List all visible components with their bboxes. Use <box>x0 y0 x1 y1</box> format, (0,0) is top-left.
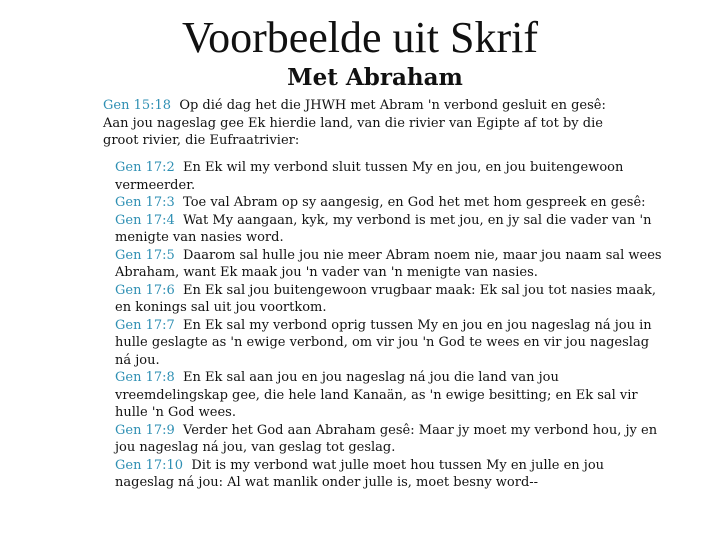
verse <box>115 194 665 212</box>
verse <box>115 457 665 492</box>
verse-text: En Ek wil my verbond sluit tussen My en jou, en jou buitengewoon vermeerder. <box>115 160 624 193</box>
verse-reference: Gen 17:8 <box>115 370 175 385</box>
verse <box>115 247 665 282</box>
verse-text: Verder het God aan Abraham gesê: Maar jy moet my verbond hou, jy en jou nageslag ná jou, van geslag tot geslag. <box>115 422 658 455</box>
verse-reference: Gen 17:4 <box>115 212 175 228</box>
verse-reference: Gen 17:3 <box>115 195 175 210</box>
verse-text: Wat My aangaan, kyk, my verbond is met jou, en jy sal die vader van 'n menigte van nasies word. <box>115 212 652 245</box>
slide-title: Voorbeelde uit Skrif <box>181 13 539 62</box>
verse <box>115 369 665 422</box>
verse-reference: Gen 17:2 <box>115 160 175 175</box>
verse-text: En Ek sal my verbond oprig tussen My en jou en jou nageslag ná jou in hulle geslagte as 'n ewige verbond, om vir jou 'n God te wees en vir jou nageslag ná jou. <box>115 317 652 368</box>
verse-reference: Gen 17:7 <box>115 317 175 333</box>
verse-text: Daarom sal hulle jou nie meer Abram noem nie, maar jou naam sal wees Abraham, want Ek maak jou 'n vader van 'n menigte van nasies. <box>115 247 662 280</box>
verse-text: En Ek sal aan jou en jou nageslag ná jou die land van jou vreemdelingskap gee, die hele land Kanaän, as 'n ewige besitting; en Ek sal vir hulle 'n God wees. <box>115 370 638 420</box>
verse <box>115 212 665 247</box>
verse-text: Toe val Abram op sy aangesig, en God het met hom gespreek en gesê: <box>183 195 646 210</box>
verse-reference: Gen 17:5 <box>115 247 175 263</box>
verse <box>115 422 665 457</box>
verse-reference: Gen 17:10 <box>115 457 184 473</box>
verse <box>115 282 665 317</box>
verse-reference: Gen 17:9 <box>115 422 175 438</box>
verse-text: En Ek sal jou buitengewoon vrugbaar maak: Ek sal jou tot nasies maak, en konings sal uit jou voortkom. <box>115 282 656 315</box>
verse-reference: Gen 15:18 <box>103 98 172 113</box>
verse <box>115 317 665 370</box>
verse-reference: Gen 17:6 <box>115 282 175 298</box>
verse-text: Op dié dag het die JHWH met Abram 'n verbond gesluit en gesê: Aan jou nageslag gee Ek hierdie land, van die rivier van Egipte af tot by die groot rivier, die Eufraatrivier: <box>103 98 606 148</box>
verse <box>103 97 623 150</box>
intro-verse <box>103 97 623 150</box>
verse-list <box>115 159 665 492</box>
verse <box>115 159 665 194</box>
slide-subtitle: Met Abraham <box>287 64 463 91</box>
verse-text: Dit is my verbond wat julle moet hou tussen My en julle en jou nageslag ná jou: Al wat manlik onder julle is, moet besny word-- <box>115 457 605 490</box>
